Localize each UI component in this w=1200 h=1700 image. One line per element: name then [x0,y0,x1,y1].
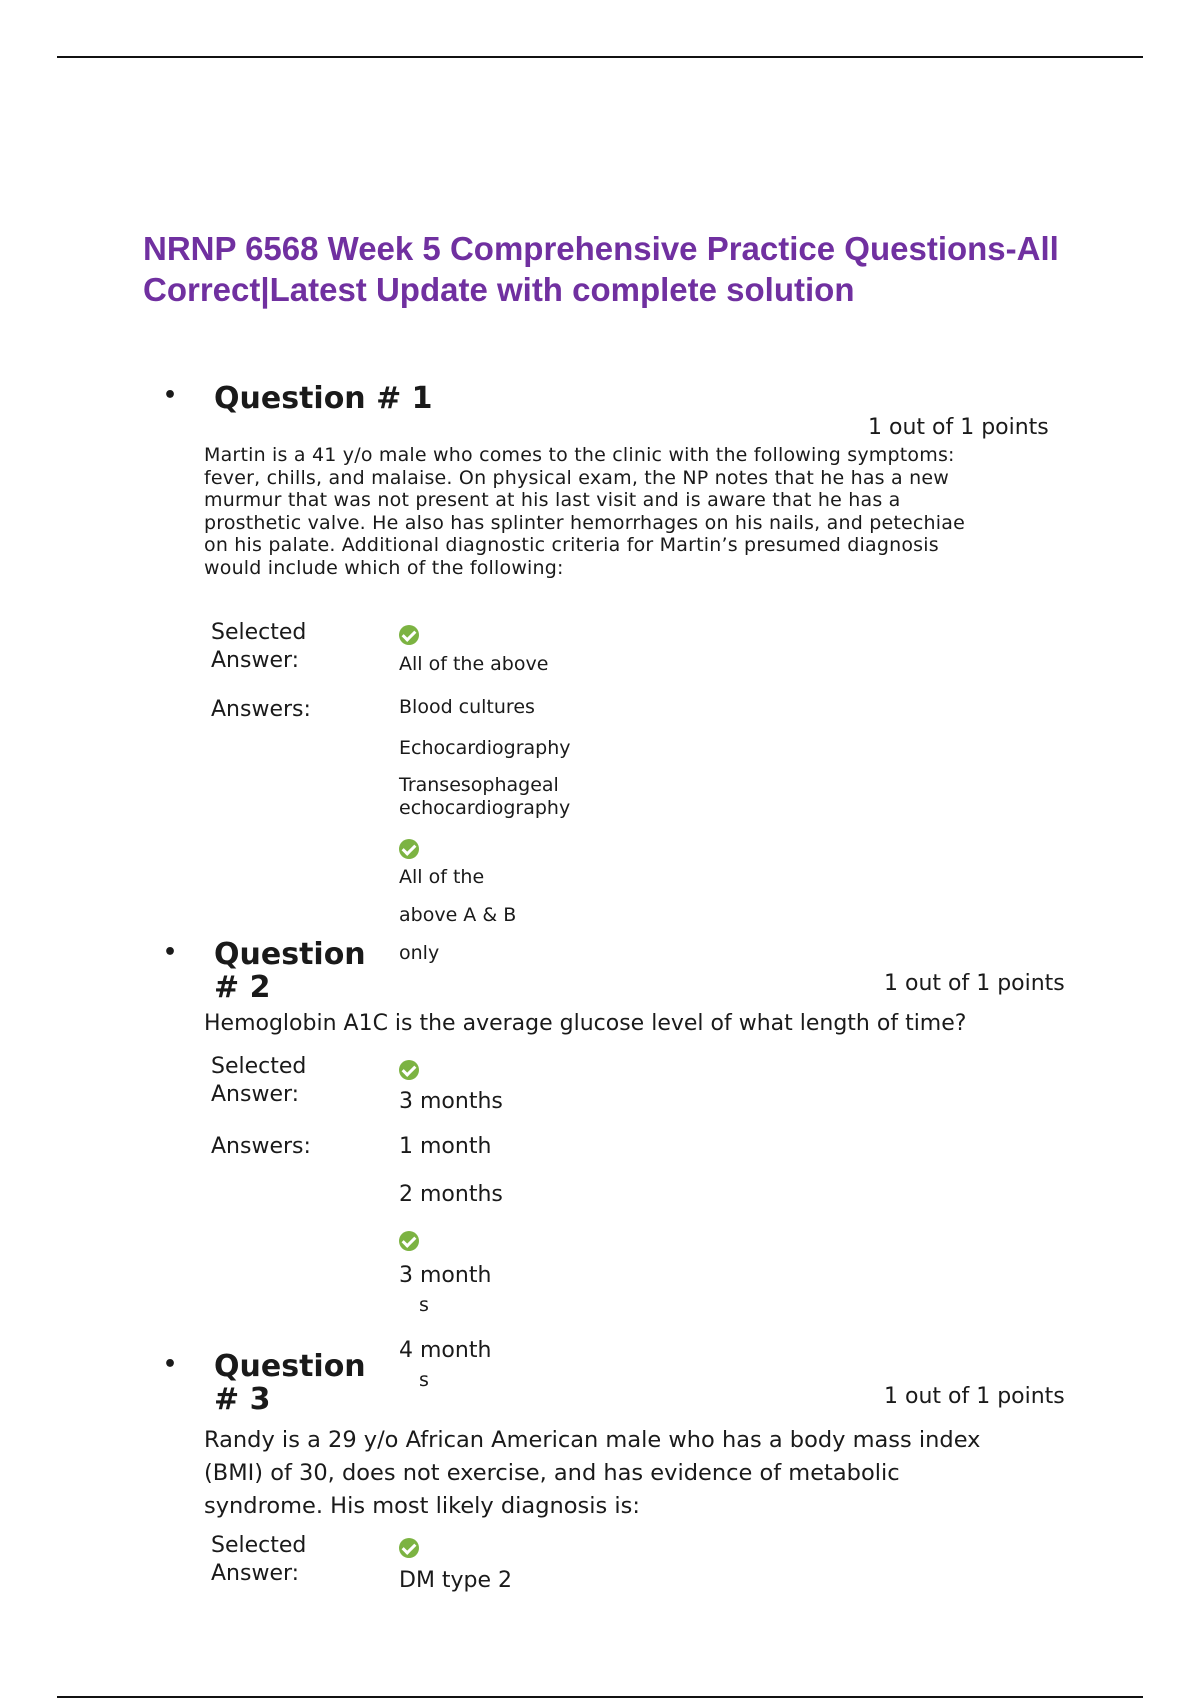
question-1-answer-option: above A & B [399,904,517,926]
question-2-answers-label: Answers: [211,1134,311,1159]
question-3-heading: Question # 3 [214,1349,366,1417]
question-2-answer-option-wrap: s [419,1294,429,1316]
check-circle-icon [399,1060,419,1080]
bottom-rule [57,1696,1143,1698]
question-3-selected-answer: DM type 2 [399,1568,513,1593]
question-1-answer-option: Blood cultures [399,696,535,718]
question-1-answer-option: only [399,942,440,964]
question-2-text: Hemoglobin A1C is the average glucose level of what length of time? [204,1011,967,1036]
question-2-selected-answer: 3 months [399,1089,503,1114]
question-2-answer-option: 4 month [399,1338,492,1363]
question-1-heading: Question # 1 [214,381,433,416]
title-line-2: Correct|Latest Update with complete solution [143,271,855,308]
document-title [143,228,1143,310]
check-circle-icon [399,839,419,859]
question-1-answer-option: Transesophageal echocardiography [399,774,571,819]
question-1-bullet: • [163,383,178,408]
question-1-answers-label: Answers: [211,697,311,722]
question-1-selected-answer: All of the above [399,653,549,675]
question-2-answer-option-wrap: s [419,1369,429,1391]
question-2-points: 1 out of 1 points [884,971,1065,996]
check-circle-icon [399,1231,419,1251]
top-rule [57,56,1143,58]
question-3-text: Randy is a 29 y/o African American male who has a body mass index (BMI) of 30, does not exercise, and has evidence of metabolic syndrome. His most likely diagnosis is: [204,1427,981,1519]
check-circle-icon [399,1538,419,1558]
question-1-text: Martin is a 41 y/o male who comes to the clinic with the following symptoms: fever, chills, and malaise. On physical exam, the NP notes that he has a new murmur that was not present at his last visit and is aware that he has a prosthetic valve. He also has splinter hemorrhages on his nails, and petechiae on his palate. Additional diagnostic criteria for Martin’s presumed diagnosis would include which of the following: [204,444,965,579]
question-1-points: 1 out of 1 points [868,415,1049,440]
check-circle-icon [399,625,419,645]
question-1-selected-label: Selected Answer: [211,620,307,673]
question-3-selected-label: Selected Answer: [211,1533,307,1586]
question-1-answer-option: All of the [399,866,485,888]
question-2-answer-option: 2 months [399,1182,503,1207]
question-2-answer-option: 1 month [399,1134,492,1159]
question-3-points: 1 out of 1 points [884,1384,1065,1409]
question-2-answer-option: 3 month [399,1263,492,1288]
title-line-1: NRNP 6568 Week 5 Comprehensive Practice Questions-All [143,230,1059,267]
question-3-bullet: • [163,1352,178,1377]
question-1-answer-option: Echocardiography [399,737,571,759]
question-2-selected-label: Selected Answer: [211,1054,307,1107]
question-2-bullet: • [163,940,178,965]
question-2-heading: Question # 2 [214,937,366,1005]
